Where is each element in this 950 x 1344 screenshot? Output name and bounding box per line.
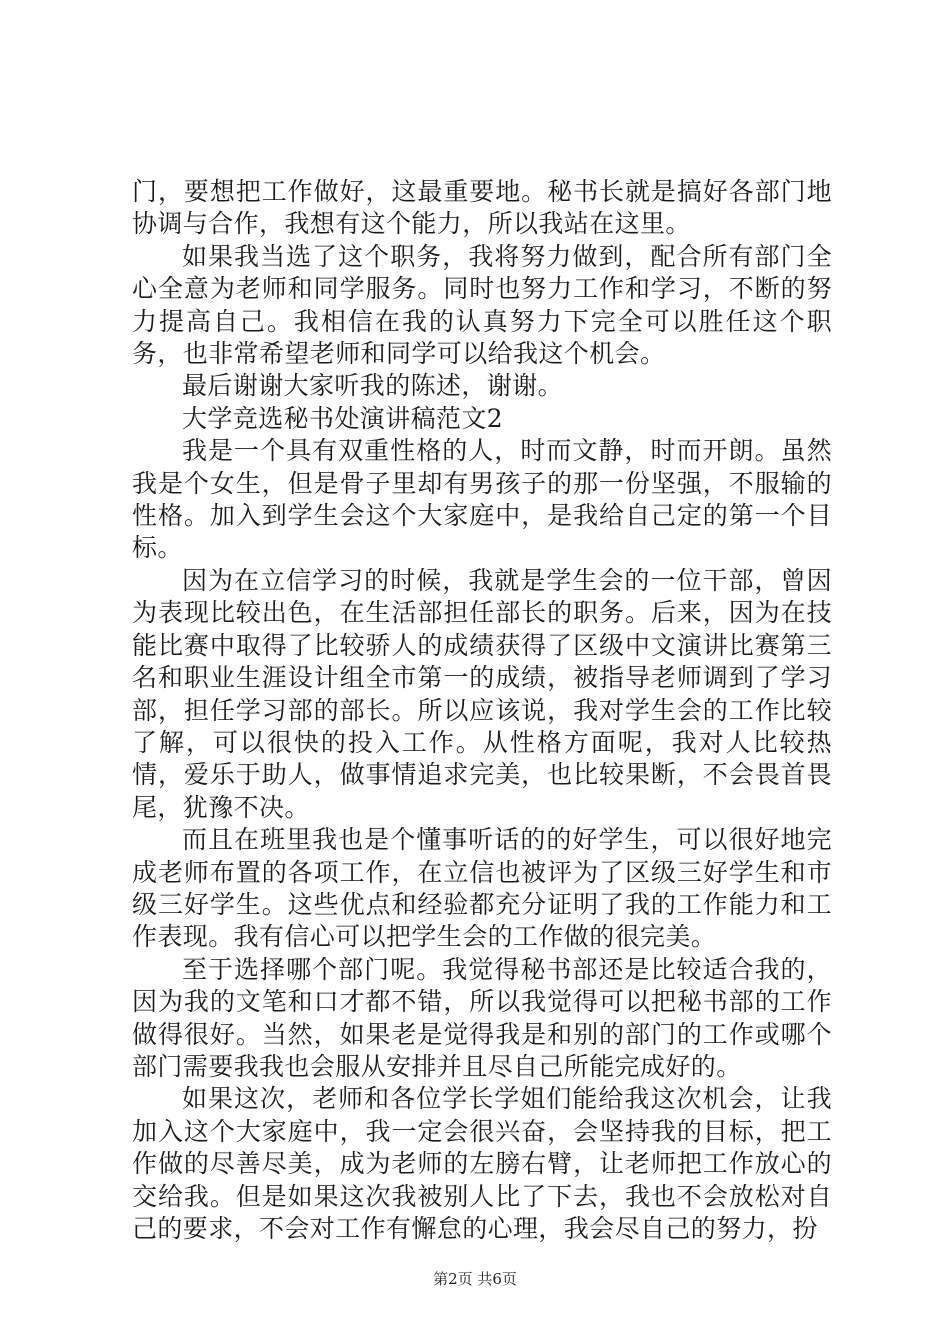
paragraph: 因为在立信学习的时候，我就是学生会的一位干部，曾因为表现比较出色，在生活部担任部长的职务。后来，因为在技能比赛中取得了比较骄人的成绩获得了区级中文演讲比赛第三名和职业生涯设计组全市第一的成绩，被指导老师调到了学习部，担任学习部的部长。所以应该说，我对学生会的工作比较了解，可以很快的投入工作。从性格方面呢，我对人比较热情，爱乐于助人，做事情追求完美，也比较果断，不会畏首畏尾，犹豫不决。: [132, 565, 832, 822]
section-heading: 大学竞选秘书处演讲稿范文2: [182, 403, 504, 433]
paragraph: 而且在班里我也是个懂事听话的的好学生，可以很好地完成老师布置的各项工作，在立信也被评为了区级三好学生和市级三好学生。这些优点和经验都充分证明了我的工作能力和工作表现。我有信心可以把学生会的工作做的很完美。: [132, 825, 832, 952]
paragraph: 如果这次，老师和各位学长学姐们能给我这次机会，让我加入这个大家庭中，我一定会很兴奋，会坚持我的目标，把工作做的尽善尽美，成为老师的左膀右臂，让老师把工作放心的交给我。但是如果这次我被别人比了下去，我也不会放松对自己的要求，不会对工作有懈怠的心理，我会尽自己的努力，扮: [132, 1084, 832, 1243]
page-footer: [0, 1268, 950, 1289]
paragraph: 至于选择哪个部门呢。我觉得秘书部还是比较适合我的，因为我的文笔和口才都不错，所以我觉得可以把秘书部的工作做得很好。当然，如果老是觉得我是和别的部门的工作或哪个部门需要我我也会服从安排并且尽自己所能完成好的。: [132, 954, 832, 1081]
paragraph: 如果我当选了这个职务，我将努力做到，配合所有部门全心全意为老师和同学服务。同时也努力工作和学习，不断的努力提高自己。我相信在我的认真努力下完全可以胜任这个职务，也非常希望老师和同学可以给我这个机会。: [132, 241, 832, 369]
paragraph: 最后谢谢大家听我的陈述，谢谢。: [182, 371, 564, 401]
page-number-label: 第2页 共6页: [433, 1270, 517, 1288]
paragraph: 门，要想把工作做好，这最重要地。秘书长就是搞好各部门地协调与合作，我想有这个能力，所以我站在这里。: [132, 177, 832, 239]
paragraph: 我是一个具有双重性格的人，时而文静，时而开朗。虽然我是个女生，但是骨子里却有男孩子的那一份坚强，不服输的性格。加入到学生会这个大家庭中，是我给自己定的第一个目标。: [132, 436, 832, 563]
document-body: [132, 176, 832, 1245]
